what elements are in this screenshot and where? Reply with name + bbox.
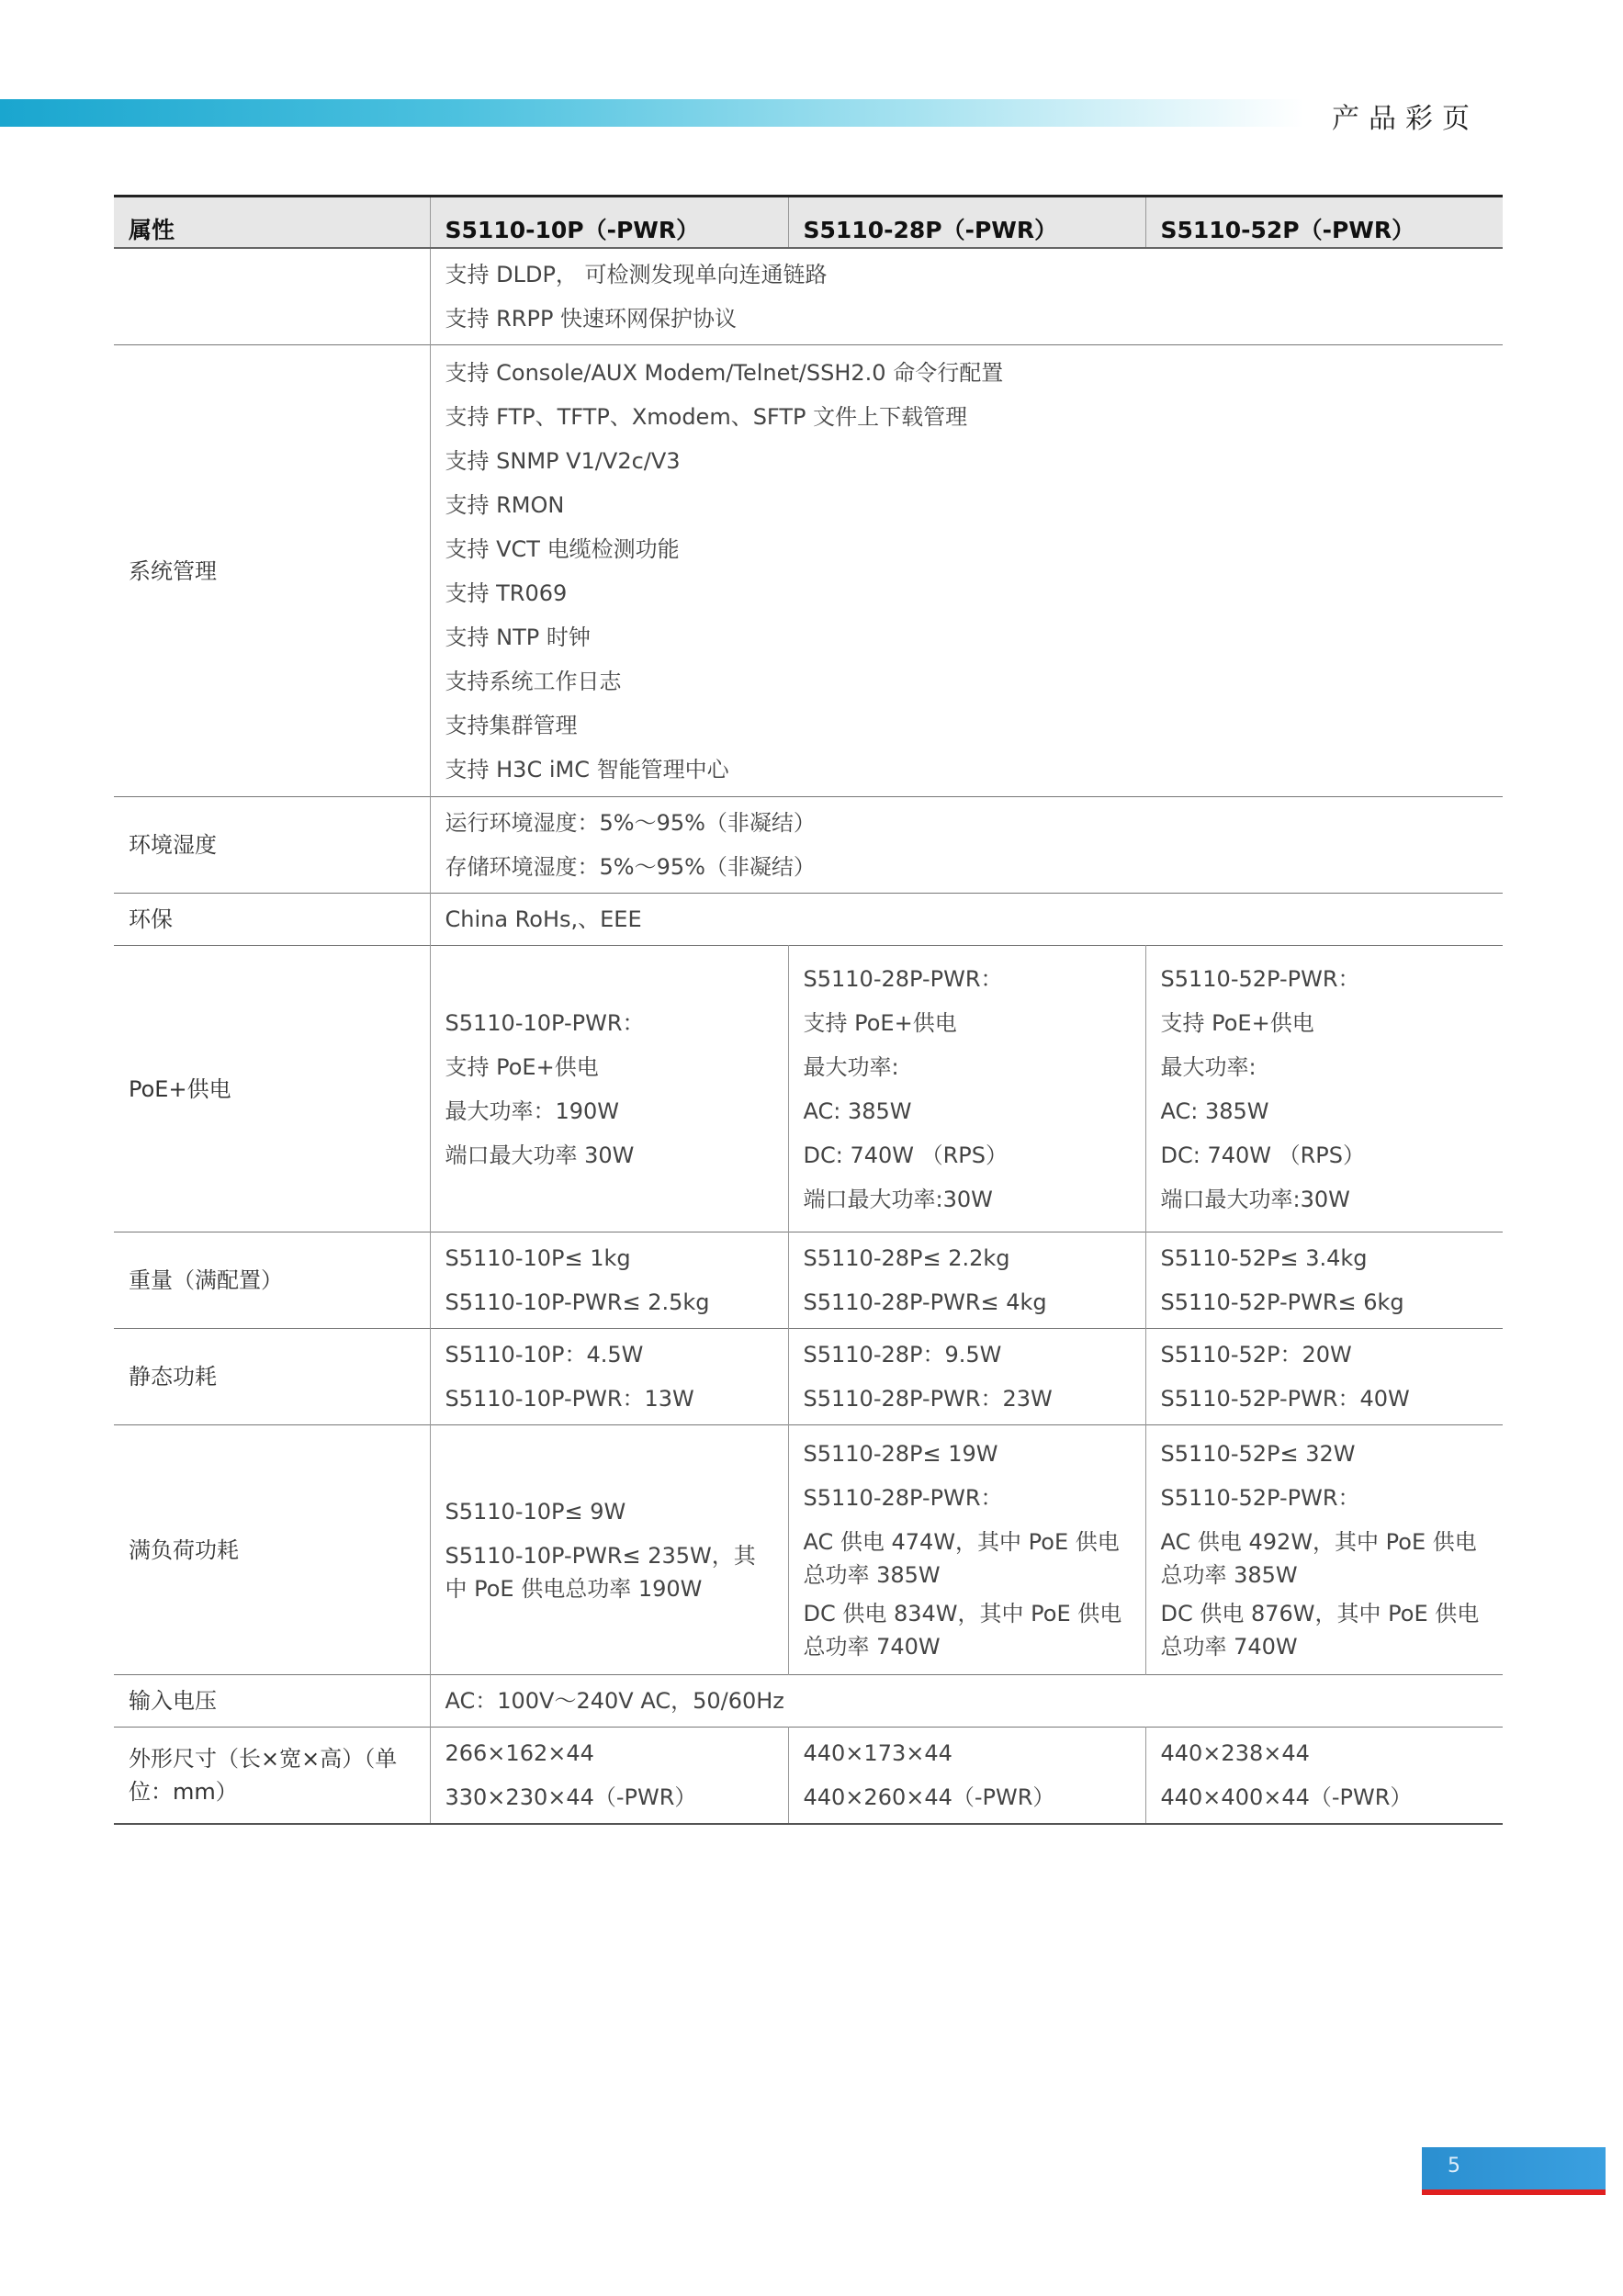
row-label: 静态功耗	[129, 1364, 217, 1390]
header-color-band	[0, 99, 1304, 127]
row-label: 满负荷功耗	[129, 1536, 239, 1563]
cell-s5110-52p: S5110-52P≤ 32W S5110-52P-PWR： AC 供电 492W，其中 PoE 供电总功率 385W DC 供电 876W，其中 PoE 供电总功率 740W	[1145, 1425, 1503, 1675]
cell-s5110-52p: S5110-52P-PWR： 支持 PoE+供电 最大功率: AC: 385W DC: 740W （RPS） 端口最大功率:30W	[1145, 946, 1503, 1232]
row-label: 重量（满配置）	[129, 1267, 283, 1293]
page-number: 5	[1448, 2155, 1460, 2178]
table-row	[114, 946, 1503, 1232]
cell-s5110-10p: S5110-10P≤ 1kg S5110-10P-PWR≤ 2.5kg	[430, 1232, 788, 1329]
header-s5110-52p: S5110-52P（-PWR）	[1145, 197, 1503, 249]
row-label: 环境湿度	[129, 832, 217, 858]
cell-s5110-28p: S5110-28P≤ 2.2kg S5110-28P-PWR≤ 4kg	[788, 1232, 1145, 1329]
row-value: 支持 DLDP， 可检测发现单向连通链路 支持 RRPP 快速环网保护协议	[430, 248, 1503, 345]
cell-s5110-10p: S5110-10P：4.5W S5110-10P-PWR：13W	[430, 1329, 788, 1425]
table-row	[114, 1329, 1503, 1425]
page-number-tab	[1422, 2147, 1606, 2195]
table-row	[114, 1425, 1503, 1675]
table-row	[114, 1728, 1503, 1825]
cell-s5110-10p: S5110-10P≤ 9W S5110-10P-PWR≤ 235W，其中 PoE 供电总功率 190W	[430, 1425, 788, 1675]
header-s5110-28p: S5110-28P（-PWR）	[788, 197, 1145, 249]
cell-s5110-52p: S5110-52P：20W S5110-52P-PWR：40W	[1145, 1329, 1503, 1425]
table-row	[114, 1232, 1503, 1329]
table-row	[114, 1675, 1503, 1728]
table-row	[114, 797, 1503, 894]
row-value: 运行环境湿度：5%～95%（非凝结） 存储环境湿度：5%～95%（非凝结）	[430, 797, 1503, 894]
row-label: 输入电压	[129, 1688, 217, 1714]
cell-s5110-10p: S5110-10P-PWR： 支持 PoE+供电 最大功率：190W 端口最大功率 30W	[430, 946, 788, 1232]
cell-s5110-52p: S5110-52P≤ 3.4kg S5110-52P-PWR≤ 6kg	[1145, 1232, 1503, 1329]
cell-s5110-10p: 266×162×44 330×230×44（-PWR）	[430, 1728, 788, 1825]
row-label: PoE+供电	[129, 1075, 231, 1102]
row-label	[114, 248, 430, 345]
table-header-row	[114, 197, 1503, 249]
row-label: 系统管理	[129, 557, 217, 584]
cell-s5110-52p: 440×238×44 440×400×44（-PWR）	[1145, 1728, 1503, 1825]
cell-s5110-28p: S5110-28P-PWR： 支持 PoE+供电 最大功率: AC: 385W DC: 740W （RPS） 端口最大功率:30W	[788, 946, 1145, 1232]
row-value: China RoHs,、EEE	[430, 894, 1503, 946]
table-row	[114, 345, 1503, 797]
cell-s5110-28p: S5110-28P：9.5W S5110-28P-PWR：23W	[788, 1329, 1145, 1425]
cell-s5110-28p: S5110-28P≤ 19W S5110-28P-PWR： AC 供电 474W，其中 PoE 供电总功率 385W DC 供电 834W，其中 PoE 供电总功率 740W	[788, 1425, 1145, 1675]
page-header-title: 产品彩页	[1332, 103, 1479, 135]
row-value: AC：100V～240V AC，50/60Hz	[430, 1675, 1503, 1728]
table-row	[114, 248, 1503, 345]
spec-table	[114, 195, 1503, 1825]
header-attribute: 属性	[129, 217, 175, 243]
row-label: 环保	[129, 906, 173, 932]
header-s5110-10p: S5110-10P（-PWR）	[430, 197, 788, 249]
row-label: 外形尺寸（长×宽×高）（单位：mm）	[129, 1746, 398, 1805]
cell-s5110-28p: 440×173×44 440×260×44（-PWR）	[788, 1728, 1145, 1825]
table-row	[114, 894, 1503, 946]
row-value: 支持 Console/AUX Modem/Telnet/SSH2.0 命令行配置 支持 FTP、TFTP、Xmodem、SFTP 文件上下载管理 支持 SNMP V1/V2c/V3 支持 RMON 支持 VCT 电缆检测功能 支持 TR069 支持 NTP 时钟 支持系统工作日志 支持集群管理 支持 H3C iMC 智能管理中心	[430, 345, 1503, 797]
